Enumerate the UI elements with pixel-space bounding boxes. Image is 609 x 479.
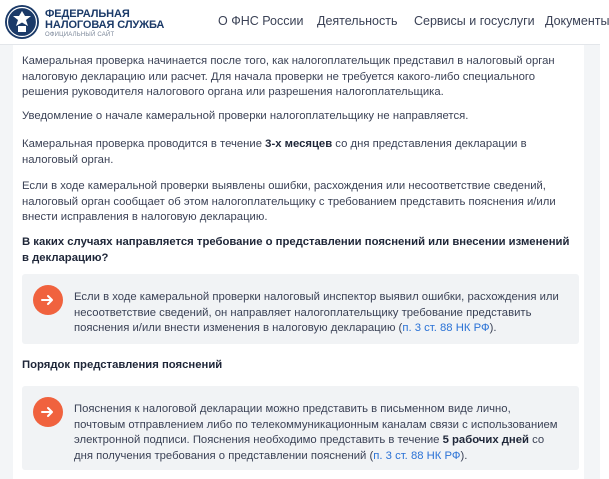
paragraph-errors: Если в ходе камеральной проверки выявлены ошибки, расхождения или несоответствие сведений, налоговый орган сообщает об этом налогоплательщику с требованием представить пояснения и/или внести исправления в налоговую декларацию. (22, 180, 556, 223)
law-link-art88[interactable]: п. 3 ст. 88 НК РФ (402, 322, 490, 334)
main-content (0, 45, 600, 479)
nav-item-activity[interactable]: Деятельность (317, 14, 398, 28)
paragraph-duration (22, 137, 567, 168)
card-procedure-body-2: со дня получения требования о представлении пояснений ( (74, 434, 545, 462)
brand-line-2: НАЛОГОВАЯ СЛУЖБА (45, 19, 165, 31)
right-margin (584, 45, 600, 479)
info-card-procedure (22, 386, 579, 470)
arrow-right-icon[interactable] (33, 285, 63, 315)
duration-highlight: 3-х месяцев (265, 138, 333, 150)
site-header (0, 0, 609, 45)
section-heading-procedure: Порядок представления пояснений (22, 359, 223, 371)
brand-subtitle: ОФИЦИАЛЬНЫЙ САЙТ (45, 32, 115, 38)
card-requirement-body: Если в ходе камеральной проверки налоговый инспектор выявил ошибки, расхождения или несоответствие сведений, он направляет налогоплательщику требование представить пояснения и/или внести изменения в налоговую декларацию ( (74, 291, 559, 334)
card-procedure-body: Пояснения к налоговой декларации можно представить в письменном виде лично, почтовым отправлением либо по телекоммуникационным каналам связи с использованием электронной подписи. Пояснения необходимо представить в течение (74, 403, 558, 446)
arrow-right-icon[interactable] (33, 397, 63, 427)
duration-text-1: Камеральная проверка проводится в течение (22, 138, 266, 150)
fns-emblem-icon[interactable] (4, 4, 40, 40)
nav-item-services[interactable]: Сервисы и госуслуги (414, 14, 535, 28)
law-link-art88-2[interactable]: п. 3 ст. 88 НК РФ (373, 449, 461, 462)
paragraph-notice: Уведомление о начале камеральной проверки налогоплательщику не направляется. (22, 110, 469, 122)
nav-item-about[interactable]: О ФНС России (218, 14, 304, 28)
brand-line-1: ФЕДЕРАЛЬНАЯ (45, 8, 130, 20)
paragraph-start: Камеральная проверка начинается после того, как налогоплательщик представил в налоговый орган налоговую декларацию или расчет. Для начала проверки не требуется какого-либо специального решения руководителя налогового органа или разрешения налогоплательщика. (22, 55, 555, 98)
card-requirement-text (74, 290, 564, 337)
section-heading-requirement: В каких случаях направляется требование о представлении пояснений или внесении изменений в декларацию? (22, 236, 570, 264)
nav-item-documents[interactable]: Документы (545, 14, 609, 28)
brand-title[interactable] (45, 9, 164, 40)
card-requirement-end: ). (489, 322, 497, 334)
left-margin (0, 45, 13, 479)
info-card-requirement (22, 274, 579, 344)
duration-text-2: со дня представления декларации в налоговый орган. (22, 138, 527, 166)
procedure-deadline: 5 рабочих дней (442, 434, 529, 446)
card-procedure-text (74, 402, 564, 464)
card-procedure-end: ). (460, 449, 468, 462)
